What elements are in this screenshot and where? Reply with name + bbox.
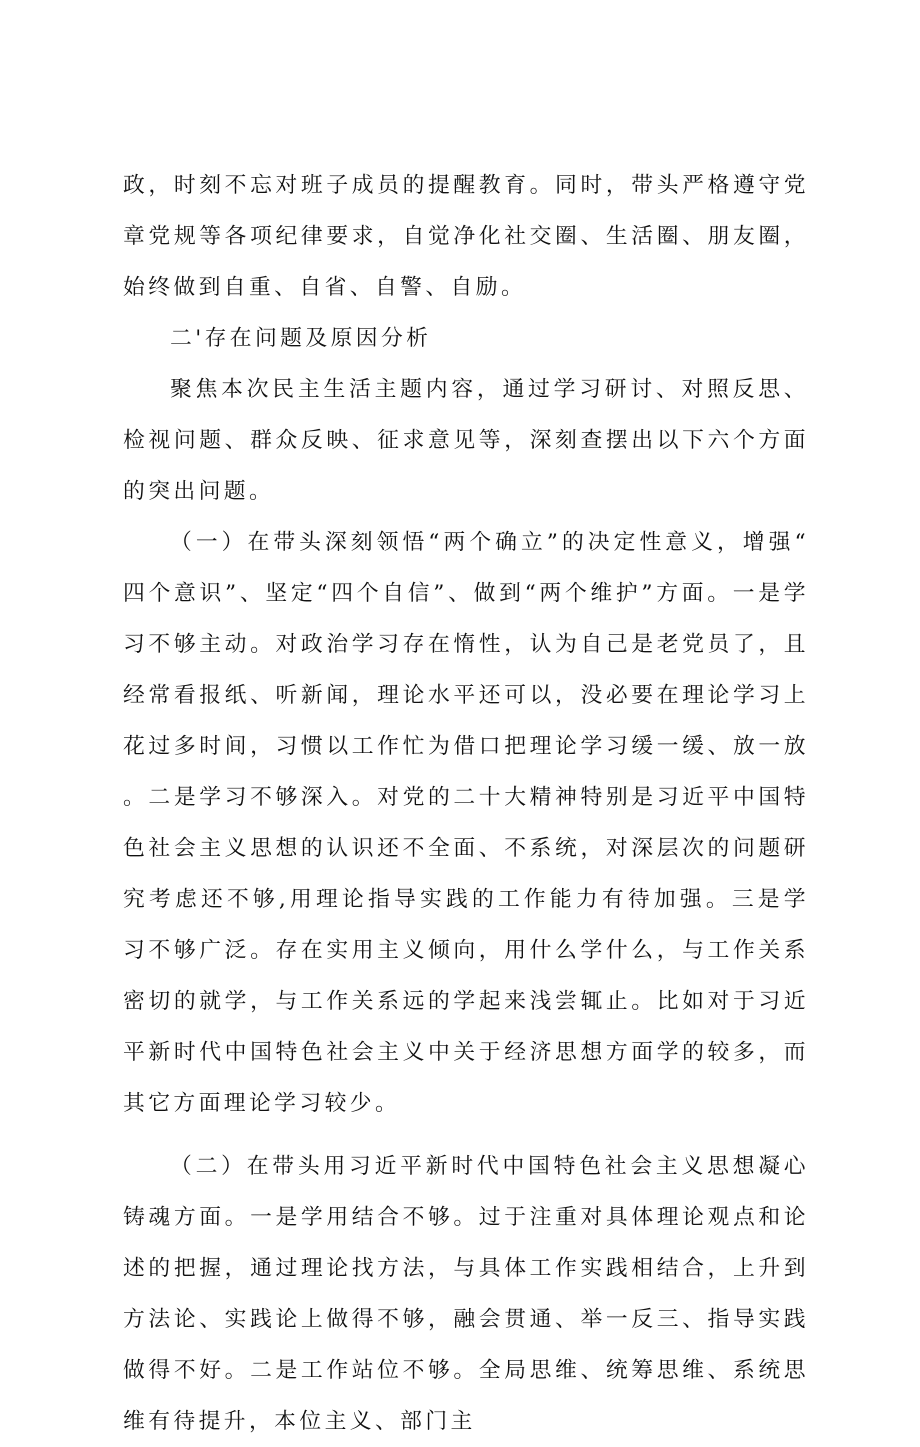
- paragraph-issue-1: （一）在带头深刻领悟“两个确立”的决定性意义，增强“四个意识”、坚定“四个自信”、做到“两个维护”方面。一是学习不够主动。对政治学习存在惰性，认为自己是老党员了，且经常看报纸、听新闻，理论水平还可以，没必要在理论学习上花过多时间，习惯以工作忙为借口把理论学习缓一缓、放一放。二是学习不够深入。对党的二十大精神特别是习近平中国特色社会主义思想的认识还不全面、不系统，对深层次的问题研究考虑还不够,用理论指导实践的工作能力有待加强。三是学习不够广泛。存在实用主义倾向，用什么学什么，与工作关系密切的就学，与工作关系远的学起来浅尝辄止。比如对于习近平新时代中国特色社会主义中关于经济思想方面学的较多，而其它方面理论学习较少。: [123, 530, 809, 1116]
- paragraph-continuation: 政，时刻不忘对班子成员的提醒教育。同时，带头严格遵守党章党规等各项纪律要求，自觉净化社交圈、生活圈、朋友圈，始终做到自重、自省、自警、自励。: [123, 173, 809, 300]
- paragraph-issue-2: （二）在带头用习近平新时代中国特色社会主义思想凝心铸魂方面。一是学用结合不够。过于注重对具体理论观点和论述的把握，通过理论找方法，与具体工作实践相结合，上升到方法论、实践论上做得不够，融会贯通、举一反三、指导实践做得不好。二是工作站位不够。全局思维、统筹思维、系统思维有待提升，本位主义、部门主: [123, 1154, 809, 1434]
- section-heading: 二'存在问题及原因分析: [170, 326, 432, 351]
- document-page: [123, 160, 809, 1447]
- paragraph-intro: 聚焦本次民主生活主题内容，通过学习研讨、对照反思、检视问题、群众反映、征求意见等，深刻查摆出以下六个方面的突出问题。: [123, 377, 809, 504]
